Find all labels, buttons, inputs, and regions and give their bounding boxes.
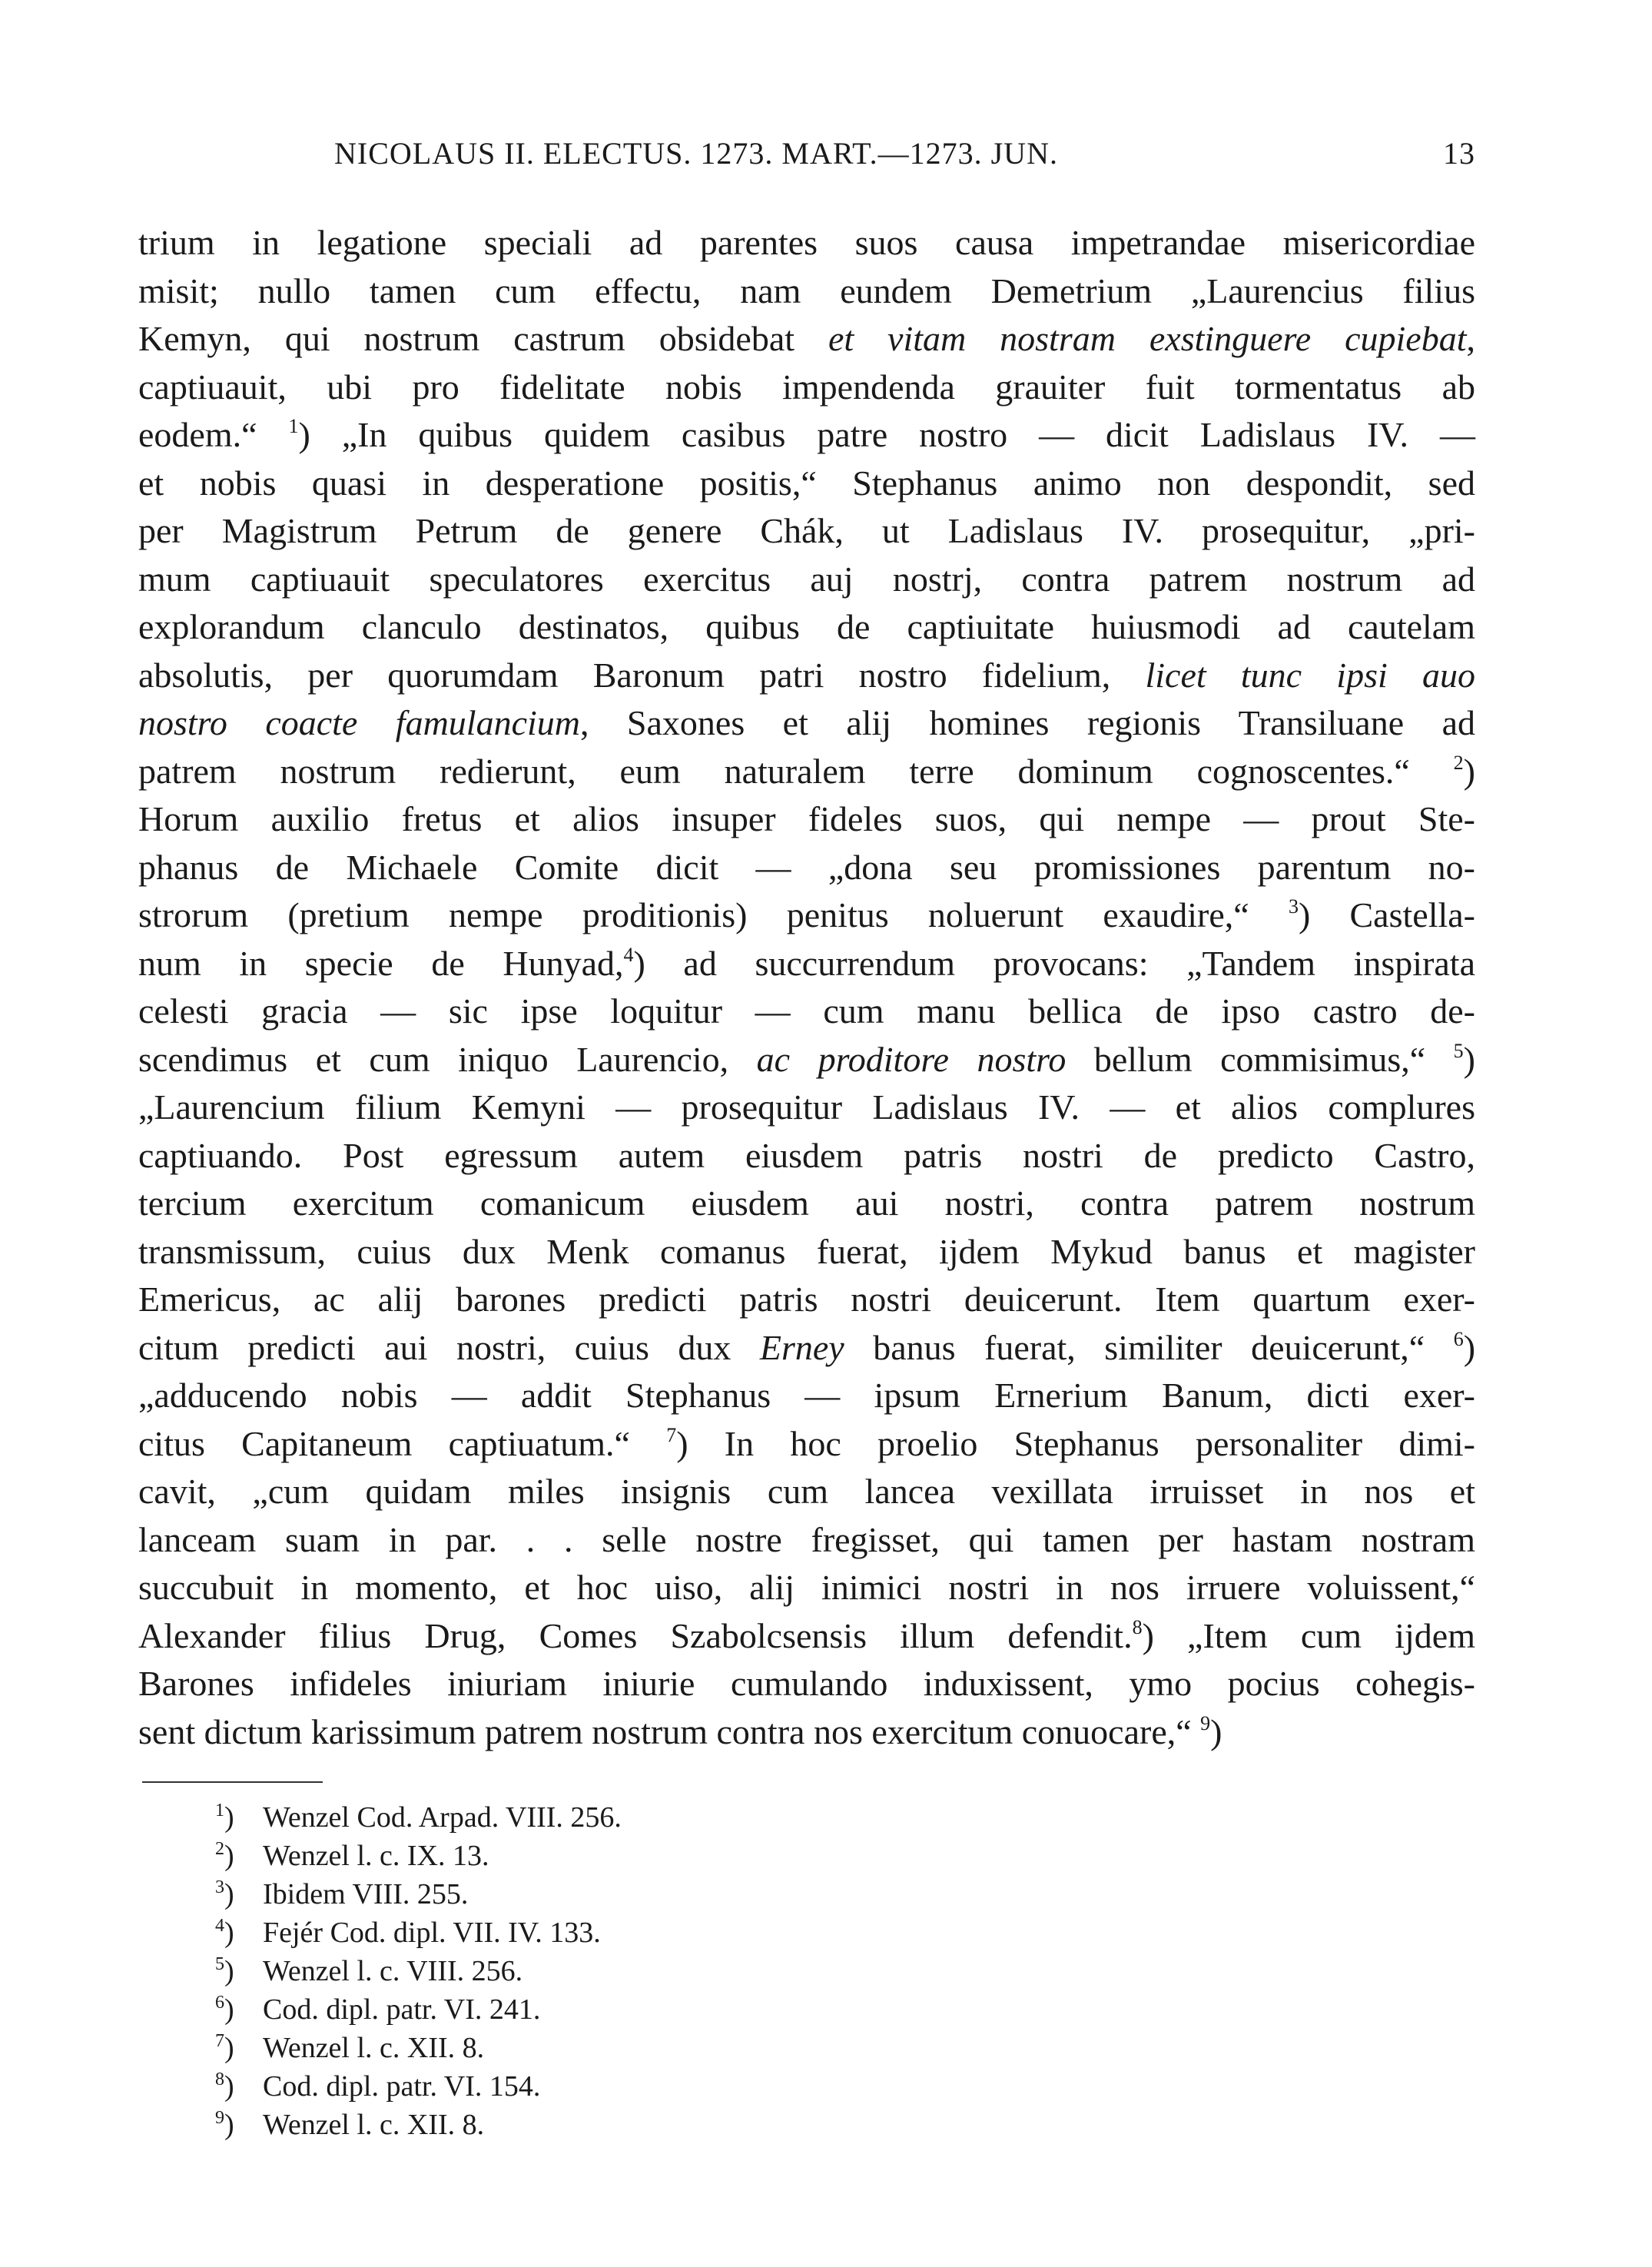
text-line [138,1612,1475,1661]
footnote-mark: $^2$) [215,1839,234,1872]
text-segment: ) [1463,1327,1476,1367]
text-line [138,1132,1475,1180]
footnote-reference: 6 [1453,1327,1464,1350]
text-line [138,315,1475,363]
footnote-reference: 7 [666,1423,677,1446]
text-segment: captiuauit, ubi pro fidelitate nobis impendenda grauiter fuit tormentatus ab [138,367,1475,407]
footnote [215,1798,1137,1837]
footnote-reference: 5 [1453,1039,1464,1062]
footnote-mark: $^4$) [215,1916,234,1949]
footnote-reference: 4 [623,943,634,966]
footnote-mark: $^1$) [215,1801,234,1834]
footnote-text: Cod. dipl. patr. VI. 241. [263,1993,541,2026]
text-line [138,1180,1475,1228]
italic-text-segment: licet tunc ipsi auo [1145,655,1475,695]
footnote-mark: $^7$) [215,2031,234,2064]
footnote-mark: $^6$) [215,1993,234,2026]
text-line [138,652,1475,700]
italic-text-segment: nostro coacte famulancium [138,703,580,742]
text-line [138,411,1475,460]
text-segment: eodem.“ [138,415,289,454]
text-line [138,507,1475,556]
text-segment: ) „In quibus quidem casibus patre nostro — dicit Ladislaus IV. — [298,415,1475,454]
text-segment: transmissum, cuius dux Menk comanus fuerat, ijdem Mykud banus et magister [138,1231,1475,1271]
footnote-number: 5 [215,1954,224,1974]
text-segment: mum captiuauit speculatores exercitus auj nostrj, contra patrem nostrum ad [138,559,1475,599]
footnote-reference: 9 [1200,1711,1211,1734]
footnote-text: Wenzel l. c. XII. 8. [263,2109,485,2141]
footnote-number: 7 [215,2031,224,2051]
text-segment: ) Castella- [1298,895,1475,934]
text-segment: scendimus et cum iniquo Laurencio, [138,1039,757,1079]
text-segment: ) „Item cum ijdem [1142,1615,1475,1655]
footnote-text: Fejér Cod. dipl. VII. IV. 133. [263,1917,601,1949]
text-segment: misit; nullo tamen cum effectu, nam eundem Demetrium „Laurencius filius [138,271,1475,310]
footnote-divider [142,1781,323,1783]
text-segment: citus Capitaneum captiuatum.“ [138,1423,667,1463]
text-line [138,603,1475,652]
footnote-text: Wenzel l. c. VIII. 256. [263,1955,523,1987]
text-segment: per Magistrum Petrum de genere Chák, ut Ladislaus IV. prosequitur, „pri- [138,511,1475,550]
text-line [138,1660,1475,1708]
text-line [138,1468,1475,1516]
footnote-reference: 2 [1453,751,1464,774]
footnote [215,2106,1137,2144]
footnote-mark: $^9$) [215,2108,234,2141]
text-segment: strorum (pretium nempe proditionis) penitus noluerunt exaudire,“ [138,895,1289,934]
text-line [138,891,1475,940]
text-segment: bellum commisimus,“ [1066,1039,1454,1079]
text-line [138,699,1475,748]
text-line [138,1228,1475,1276]
footnote [215,1990,1137,2029]
footnote-mark: $^5$) [215,1954,234,1987]
footnote [215,2067,1137,2106]
text-segment: tercium exercitum comanicum eiusdem aui nostri, contra patrem nostrum [138,1183,1475,1223]
text-segment: patrem nostrum redierunt, eum naturalem terre dominum cognoscentes.“ [138,751,1454,791]
footnote [215,1952,1137,1990]
footnotes [215,1798,1137,2144]
text-segment: ) In hoc proelio Stephanus personaliter dimi- [676,1423,1475,1463]
text-segment: phanus de Michaele Comite dicit — „dona seu promissiones parentum no- [138,847,1475,887]
footnote [215,1914,1137,1952]
footnote-number: 8 [215,2070,224,2089]
italic-text-segment: et vitam nostram exstinguere cupiebat [828,319,1467,358]
text-line [138,1084,1475,1132]
text-line [138,1516,1475,1565]
text-segment: ) [1210,1711,1222,1751]
text-segment: banus fuerat, similiter deuicerunt,“ [844,1327,1454,1367]
text-line [138,267,1475,316]
text-segment: Alexander filius Drug, Comes Szabolcsensis illum defendit. [138,1615,1133,1655]
text-line [138,363,1475,412]
text-line [138,1708,1475,1757]
footnote-mark: $^8$) [215,2070,234,2103]
text-segment: num in specie de Hunyad, [138,943,624,983]
text-line [138,987,1475,1036]
text-line [138,1564,1475,1612]
running-title: NICOLAUS II. ELECTUS. 1273. MART.—1273. JUN. [334,136,1058,171]
footnote-text: Ibidem VIII. 255. [263,1878,469,1910]
footnote-number: 6 [215,1993,224,2013]
text-segment: Emericus, ac alij barones predicti patris nostri deuicerunt. Item quartum exer- [138,1280,1475,1319]
text-segment: captiuando. Post egressum autem eiusdem patris nostri de predicto Castro, [138,1135,1475,1175]
italic-text-segment: Erney [759,1327,844,1367]
text-segment: citum predicti aui nostri, cuius dux [138,1327,760,1367]
text-line [138,1420,1475,1469]
page-number: 13 [1443,136,1475,171]
text-segment: „adducendo nobis — addit Stephanus — ipsum Ernerium Banum, dicti exer- [138,1376,1475,1415]
text-segment: Barones infideles iniuriam iniurie cumulando induxissent, ymo pocius cohegis- [138,1664,1475,1703]
footnote-text: Wenzel l. c. XII. 8. [263,2032,485,2064]
text-line [138,1036,1475,1084]
text-segment: , [1466,319,1475,358]
text-segment: Horum auxilio fretus et alios insuper fideles suos, qui nempe — prout Ste- [138,799,1475,838]
footnote-text: Cod. dipl. patr. VI. 154. [263,2070,541,2103]
text-line [138,556,1475,604]
footnote-reference: 3 [1288,895,1299,918]
footnote-text: Wenzel l. c. IX. 13. [263,1840,489,1872]
italic-text-segment: ac proditore nostro [756,1039,1067,1079]
text-segment: cavit, „cum quidam miles insignis cum lancea vexillata irruisset in nos et [138,1472,1475,1511]
text-line [138,1372,1475,1420]
text-segment: ) ad succurrendum provocans: „Tandem inspirata [633,943,1476,983]
text-line [138,795,1475,844]
text-segment: ) [1463,751,1475,791]
footnote-number: 9 [215,2108,224,2128]
text-segment: et nobis quasi in desperatione positis,“ Stephanus animo non despondit, sed [138,463,1475,503]
text-segment: sent dictum karissimum patrem nostrum contra nos exercitum conuocare,“ [138,1711,1201,1751]
footnote-number: 4 [215,1916,224,1936]
text-line [138,844,1475,892]
footnote-number: 1 [215,1801,224,1821]
text-line [138,940,1475,988]
text-line [138,1324,1475,1372]
text-segment: explorandum clanculo destinatos, quibus de captiuitate huiusmodi ad cautelam [138,607,1475,646]
running-head [138,131,1475,177]
footnote [215,2029,1137,2067]
body-text [138,219,1475,1756]
text-segment: celesti gracia — sic ipse loquitur — cum manu bellica de ipso castro de- [138,991,1475,1031]
text-segment: lanceam suam in par. . . selle nostre fregisset, qui tamen per hastam nostram [138,1519,1475,1559]
text-segment: ) [1463,1039,1475,1079]
footnote-number: 3 [215,1877,224,1897]
text-line [138,748,1475,796]
footnote [215,1837,1137,1875]
footnote-text: Wenzel Cod. Arpad. VIII. 256. [263,1801,622,1834]
footnote-mark: $^3$) [215,1877,234,1910]
text-segment: succubuit in momento, et hoc uiso, alij inimici nostri in nos irruere voluissent,“ [138,1568,1475,1607]
text-line [138,219,1475,267]
text-line [138,1276,1475,1324]
footnote [215,1875,1137,1914]
text-segment: trium in legatione speciali ad parentes suos causa impetrandae misericordiae [138,223,1475,262]
text-line [138,460,1475,508]
text-segment: absolutis, per quorumdam Baronum patri nostro fidelium, [138,655,1146,695]
footnote-reference: 8 [1132,1615,1143,1638]
text-segment: „Laurencium filium Kemyni — prosequitur Ladislaus IV. — et alios complures [138,1087,1475,1127]
text-segment: Kemyn, qui nostrum castrum obsidebat [138,319,828,358]
footnote-reference: 1 [288,415,299,437]
footnote-number: 2 [215,1839,224,1859]
text-segment: , Saxones et alij homines regionis Transiluane ad [579,703,1475,742]
